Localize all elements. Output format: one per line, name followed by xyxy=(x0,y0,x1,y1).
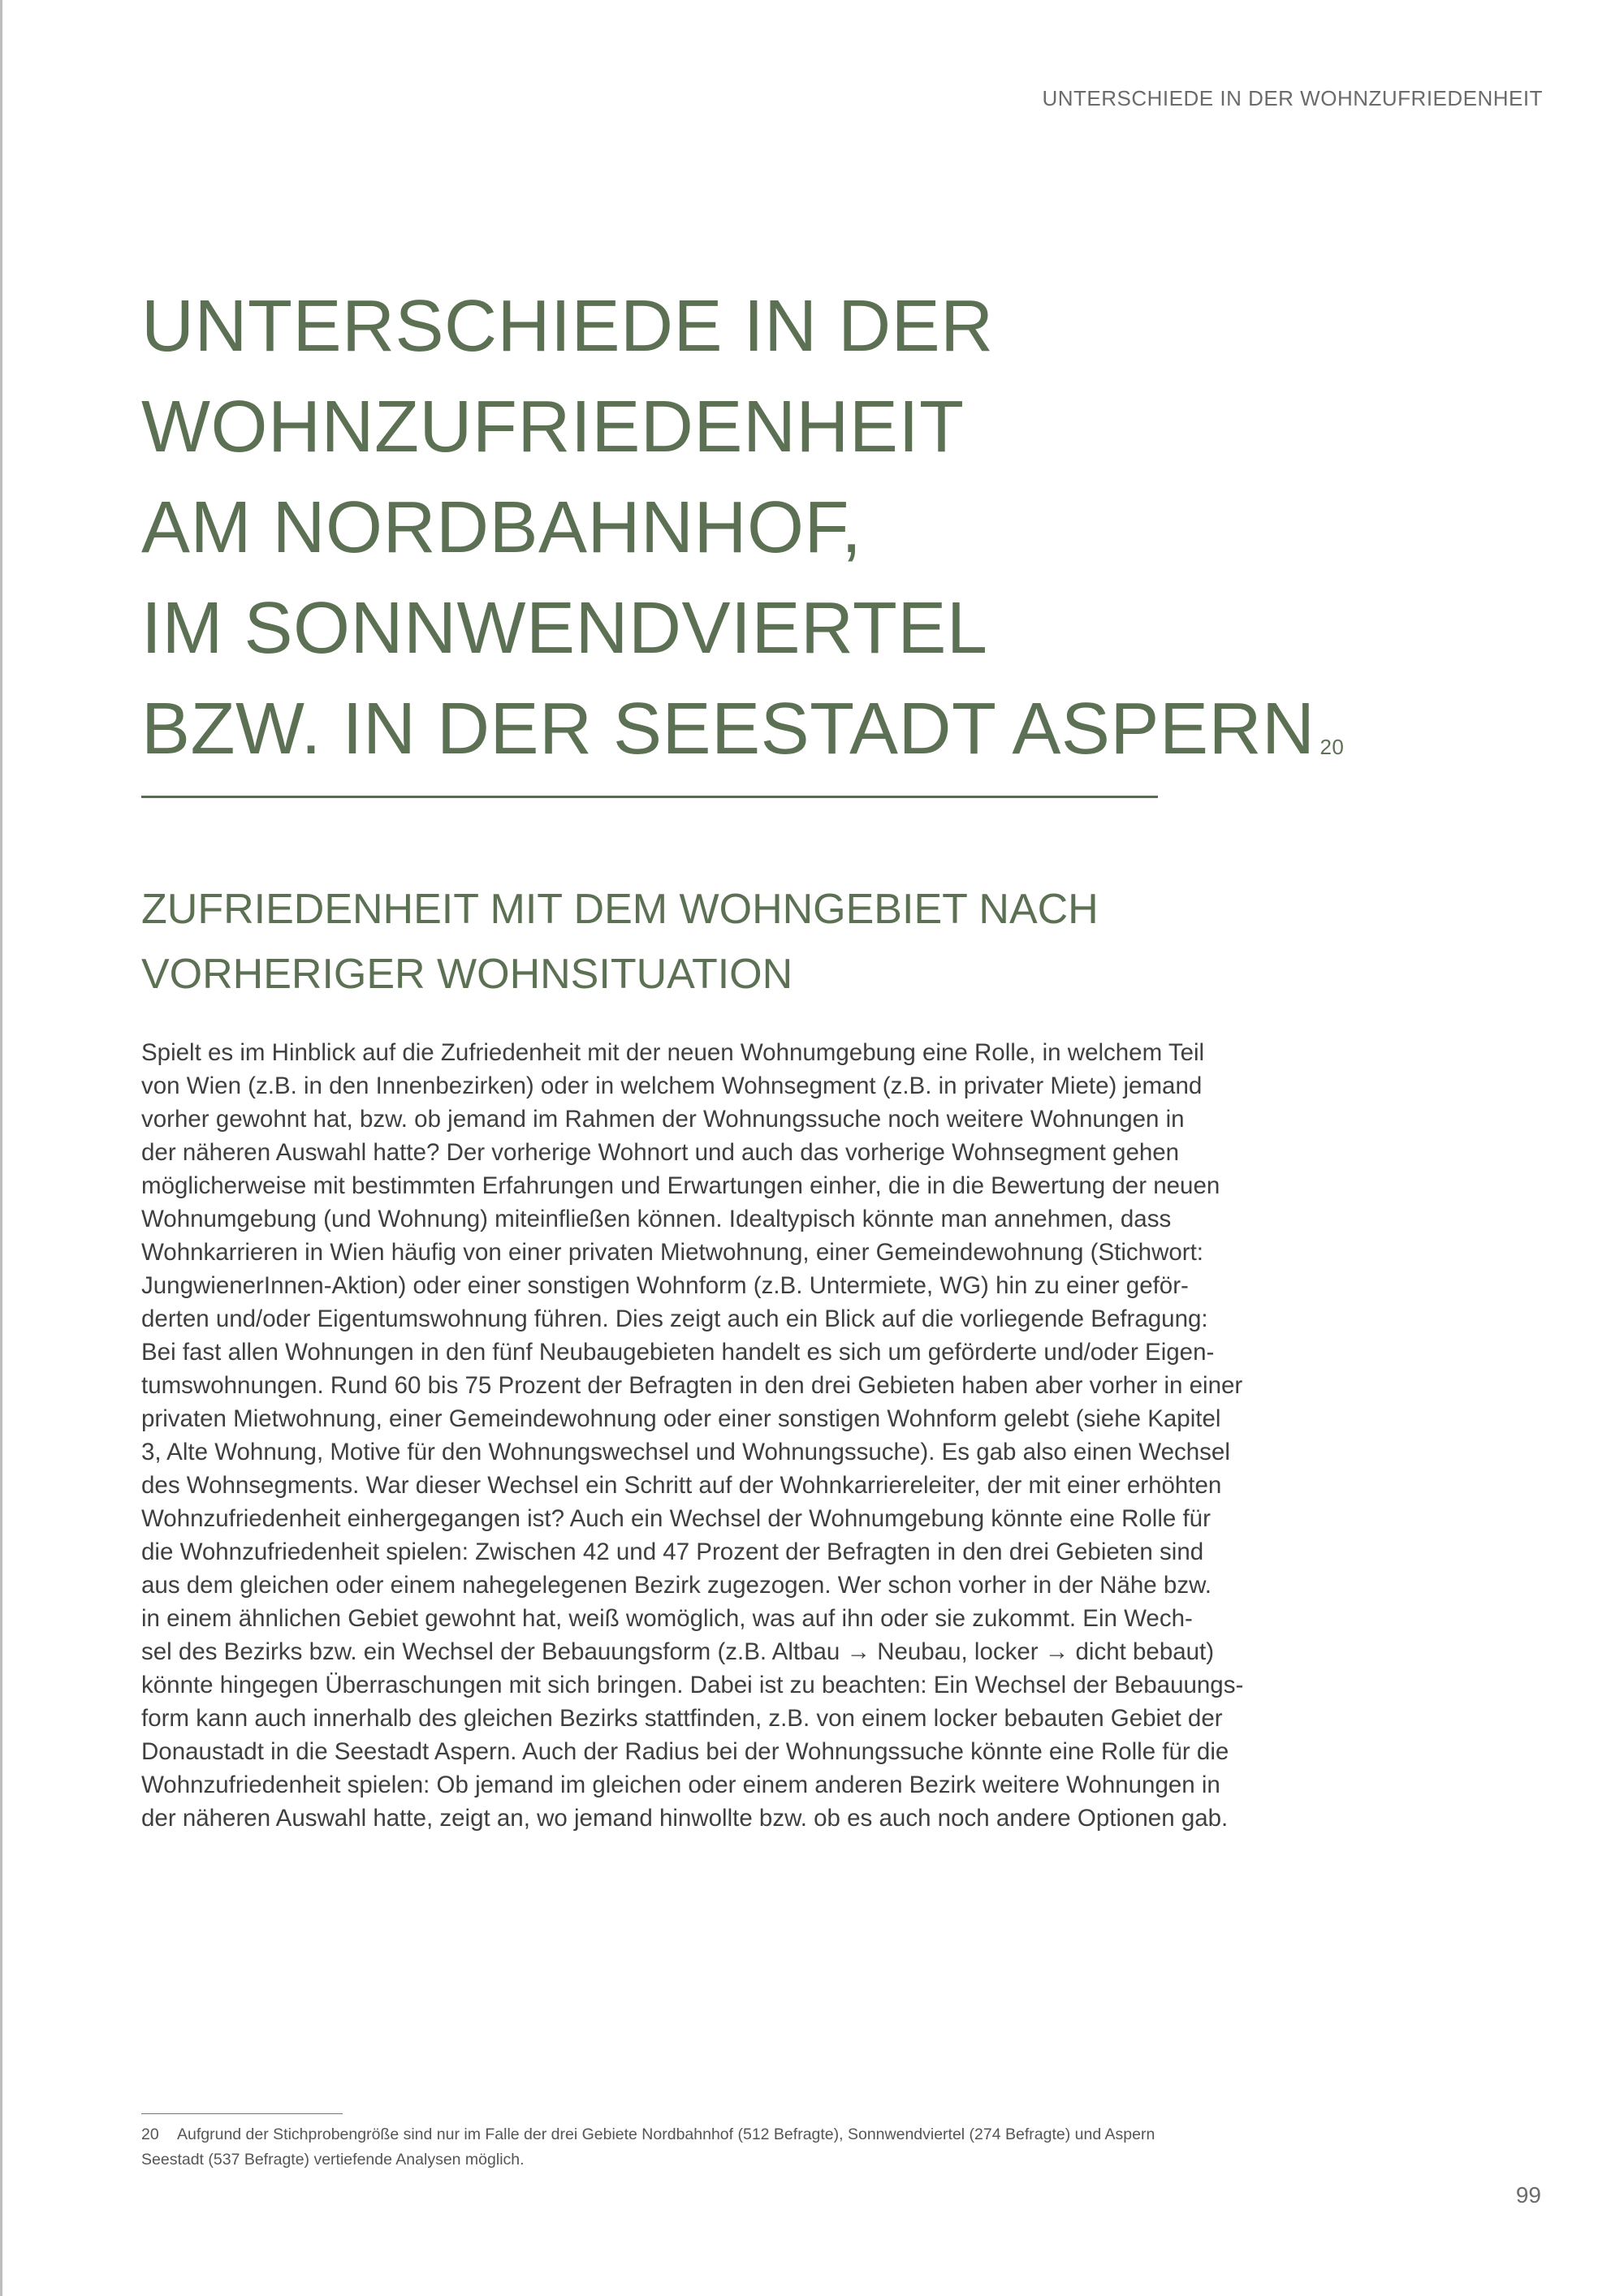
footnote xyxy=(141,2122,1166,2173)
body-line: form kann auch innerhalb des gleichen Bezirks stattfinden, z.B. von einem locker bebauten Gebiet der xyxy=(141,1705,1223,1732)
body-line: privaten Mietwohnung, einer Gemeindewohnung oder einer sonstigen Wohnform gelebt (siehe Kapitel xyxy=(141,1405,1221,1432)
footnote-reference[interactable]: 20 xyxy=(1320,735,1345,759)
running-header: UNTERSCHIEDE IN DER WOHNZUFRIEDENHEIT xyxy=(1042,86,1543,110)
body-line: Wohnzufriedenheit spielen: Ob jemand im gleichen oder einem anderen Bezirk weitere Wohnungen in xyxy=(141,1772,1220,1798)
section-heading xyxy=(141,877,1197,1007)
body-line: JungwienerInnen-Aktion) oder einer sonstigen Wohnform (z.B. Untermiete, WG) hin zu einer geför- xyxy=(141,1272,1189,1299)
footnote-line xyxy=(141,2122,1166,2147)
body-line: vorher gewohnt hat, bzw. ob jemand im Rahmen der Wohnungssuche noch weitere Wohnungen in xyxy=(141,1106,1185,1133)
footnote-text: Aufgrund der Stichprobengröße sind nur im Falle der drei Gebiete Nordbahnhof (512 Befragte), Sonnwendviertel (274 Befragte) und Aspern xyxy=(177,2126,1155,2143)
body-line: in einem ähnlichen Gebiet gewohnt hat, weiß womöglich, was auf ihn oder sie zukommt. Ein Wech- xyxy=(141,1605,1193,1632)
chapter-title-line-text: BZW. IN DER SEESTADT ASPERN xyxy=(141,688,1315,770)
footnote-divider xyxy=(141,2113,343,2114)
body-line: tumswohnungen. Rund 60 bis 75 Prozent der Befragten in den drei Gebieten haben aber vorher in einer xyxy=(141,1372,1243,1399)
body-line: Wohnumgebung (und Wohnung) miteinfließen können. Idealtypisch könnte man annehmen, dass xyxy=(141,1206,1172,1232)
body-line: sel des Bezirks bzw. ein Wechsel der Bebauungsform (z.B. Altbau → Neubau, locker → dicht bebaut) xyxy=(141,1638,1215,1665)
body-line: könnte hingegen Überraschungen mit sich bringen. Dabei ist zu beachten: Ein Wechsel der Bebauungs- xyxy=(141,1672,1244,1698)
footnote-number: 20 xyxy=(141,2126,159,2143)
chapter-title xyxy=(141,276,1345,779)
body-line: Spielt es im Hinblick auf die Zufriedenheit mit der neuen Wohnumgebung eine Rolle, in welchem Teil xyxy=(141,1039,1205,1066)
body-line: Wohnzufriedenheit einhergegangen ist? Auch ein Wechsel der Wohnumgebung könnte eine Rolle für xyxy=(141,1505,1211,1532)
title-divider xyxy=(141,796,1158,798)
chapter-title-line-last xyxy=(141,679,1345,779)
body-line: 3, Alte Wohnung, Motive für den Wohnungswechsel und Wohnungssuche). Es gab also einen Wechsel xyxy=(141,1439,1230,1465)
page-number: 99 xyxy=(1515,2182,1541,2208)
footnote-line: Seestadt (537 Befragte) vertiefende Analysen möglich. xyxy=(141,2151,525,2169)
body-line: der näheren Auswahl hatte, zeigt an, wo jemand hinwollte bzw. ob es auch noch andere Optionen gab. xyxy=(141,1805,1229,1832)
chapter-title-line: AM NORDBAHNHOF, xyxy=(141,487,862,568)
body-line: derten und/oder Eigentumswohnung führen. Dies zeigt auch ein Blick auf die vorliegende Befragung: xyxy=(141,1306,1208,1332)
chapter-title-line: WOHNZUFRIEDENHEIT xyxy=(141,386,965,468)
body-line: der näheren Auswahl hatte? Der vorherige Wohnort und auch das vorherige Wohnsegment gehen xyxy=(141,1139,1180,1166)
body-line: möglicherweise mit bestimmten Erfahrungen und Erwartungen einher, die in die Bewertung der neuen xyxy=(141,1172,1220,1199)
chapter-title-line: IM SONNWENDVIERTEL xyxy=(141,588,988,669)
body-line: des Wohnsegments. War dieser Wechsel ein Schritt auf der Wohnkarriereleiter, der mit einer erhöhten xyxy=(141,1472,1222,1499)
body-line: aus dem gleichen oder einem nahegelegenen Bezirk zugezogen. Wer schon vorher in der Nähe bzw. xyxy=(141,1572,1212,1599)
body-line: von Wien (z.B. in den Innenbezirken) oder in welchem Wohnsegment (z.B. in privater Miete) jemand xyxy=(141,1072,1203,1099)
body-line: die Wohnzufriedenheit spielen: Zwischen 42 und 47 Prozent der Befragten in den drei Gebieten sind xyxy=(141,1539,1204,1565)
section-heading-line: ZUFRIEDENHEIT MIT DEM WOHNGEBIET NACH xyxy=(141,886,1099,933)
chapter-title-line: UNTERSCHIEDE IN DER xyxy=(141,286,994,367)
body-paragraph xyxy=(141,1036,1244,1835)
body-line: Donaustadt in die Seestadt Aspern. Auch der Radius bei der Wohnungssuche könnte eine Rolle für die xyxy=(141,1738,1229,1765)
section-heading-line: VORHERIGER WOHNSITUATION xyxy=(141,951,793,998)
body-line: Bei fast allen Wohnungen in den fünf Neubaugebieten handelt es sich um geförderte und/oder Eigen- xyxy=(141,1339,1215,1366)
body-line: Wohnkarrieren in Wien häufig von einer privaten Mietwohnung, einer Gemeindewohnung (Stichwort: xyxy=(141,1239,1203,1266)
page-edge-line xyxy=(0,0,2,2296)
